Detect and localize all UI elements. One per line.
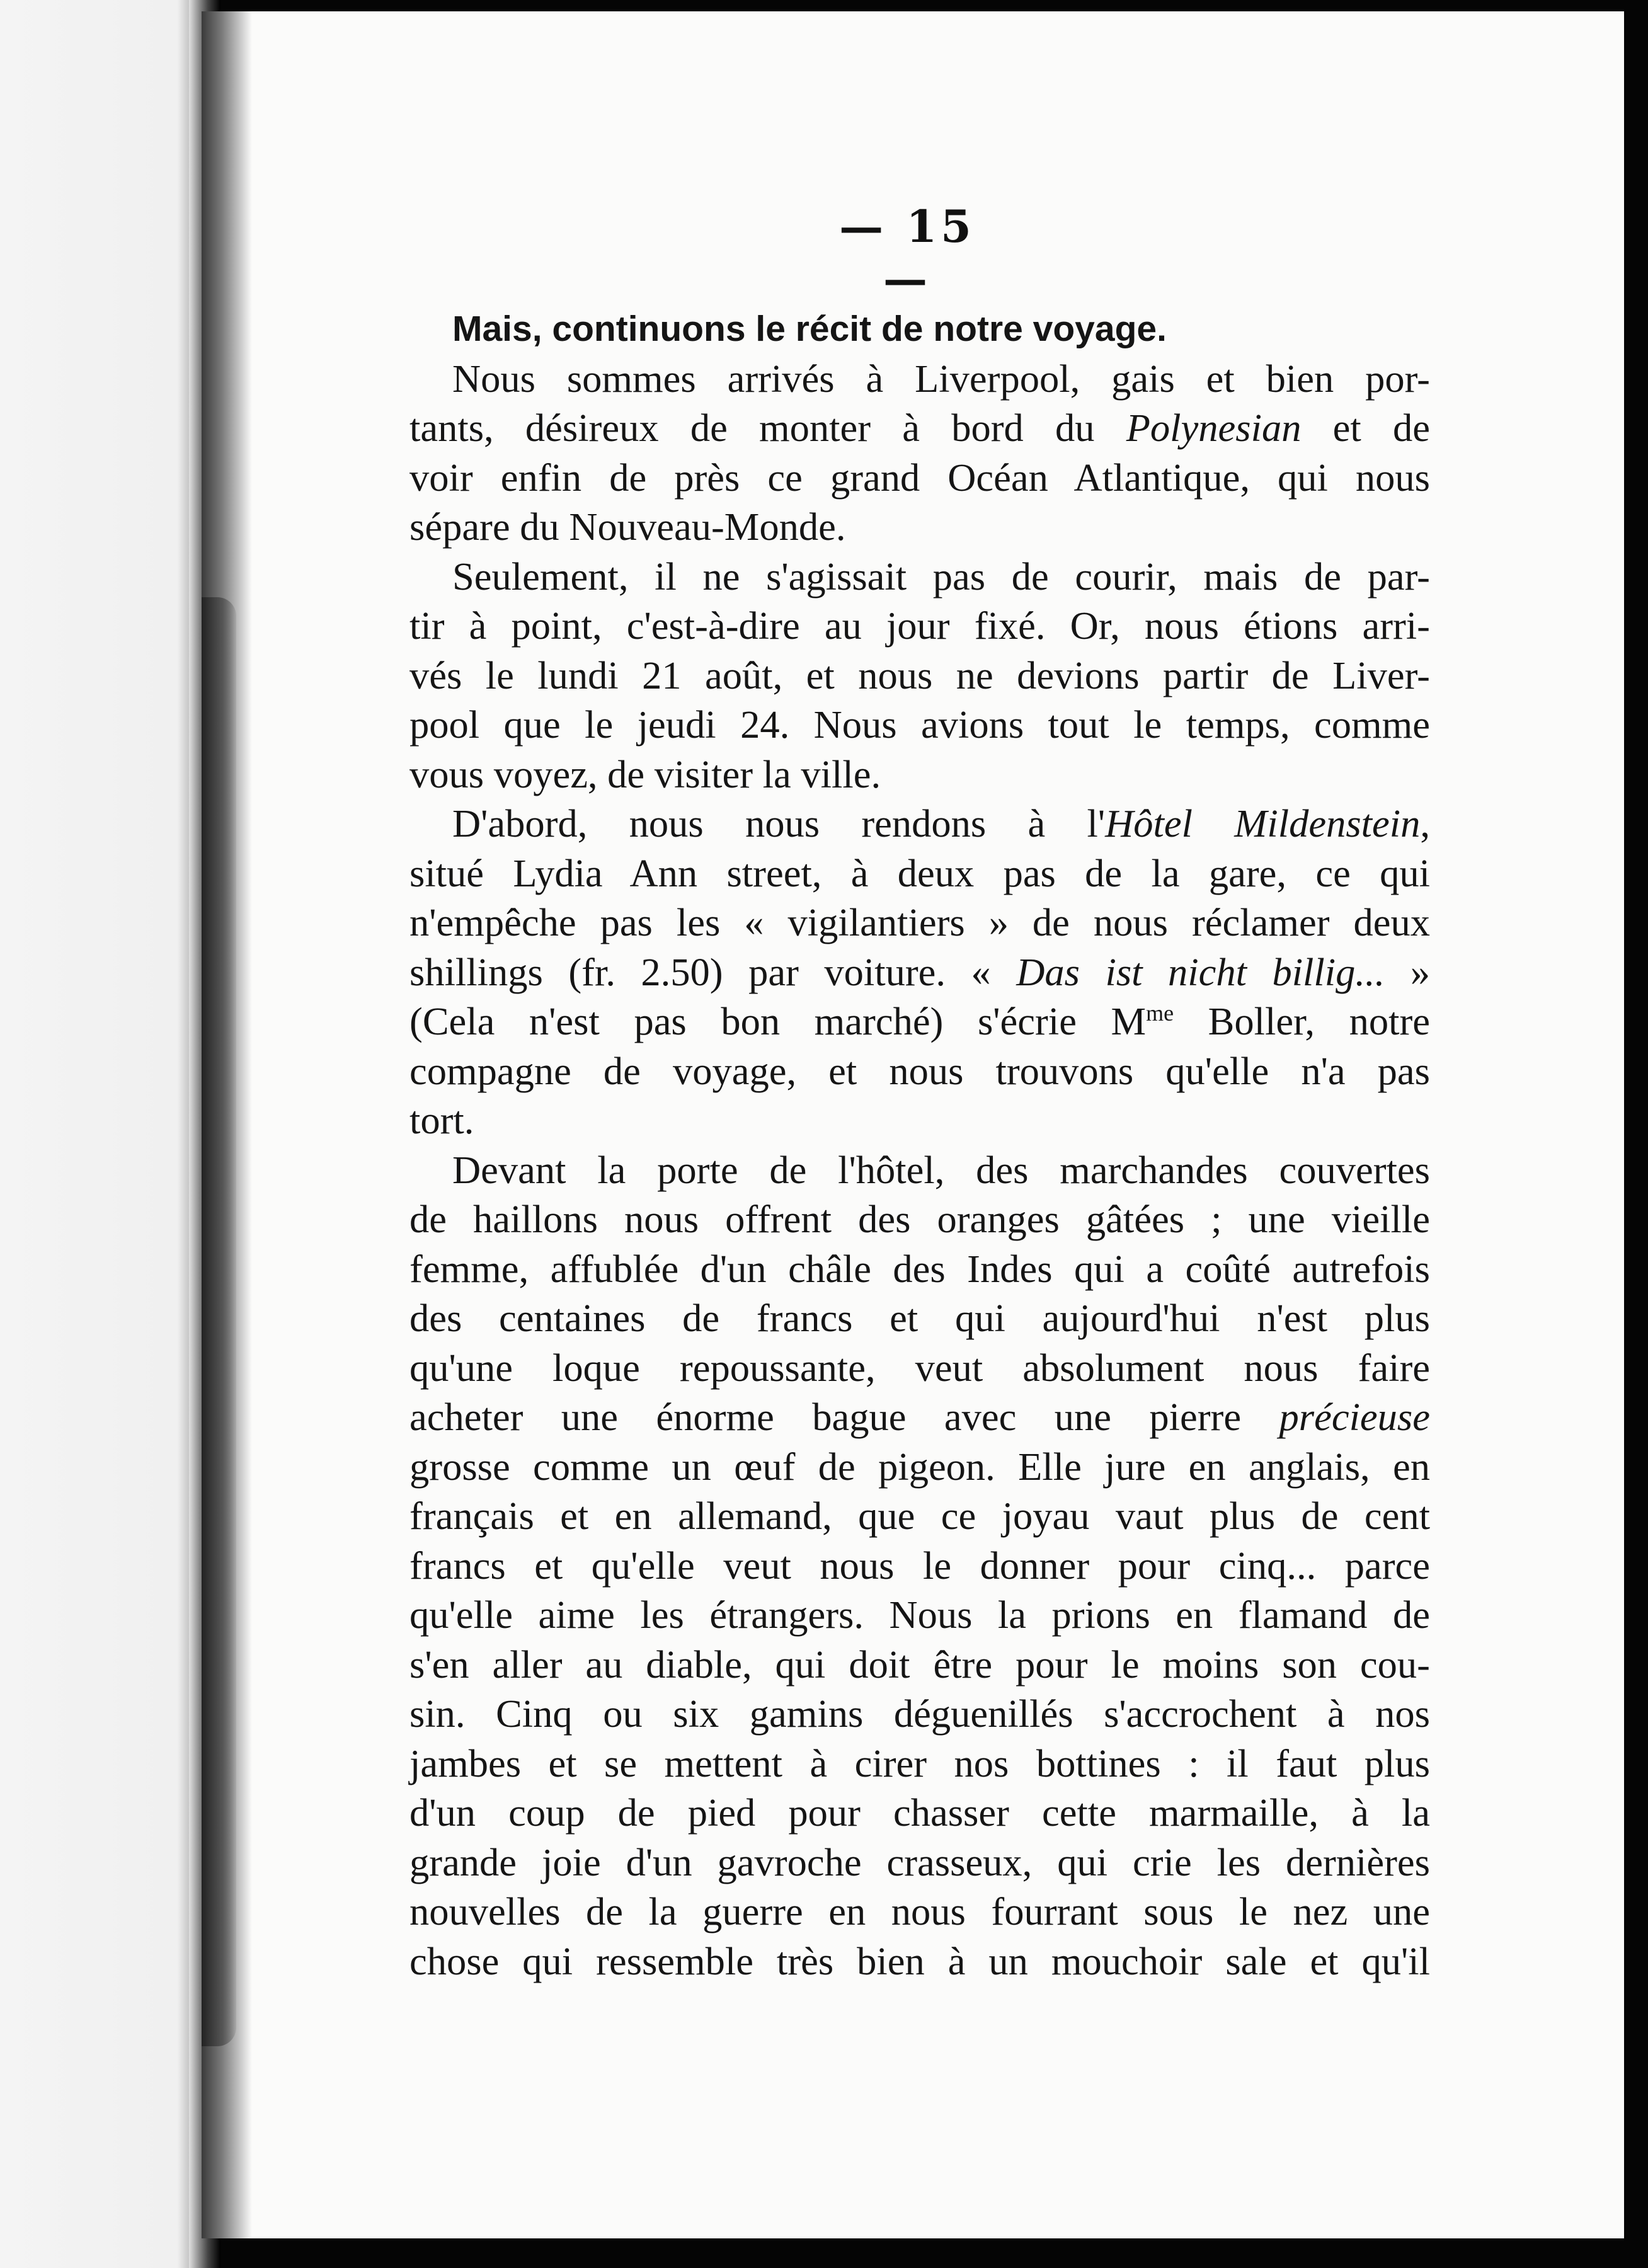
text-fragment: Boller, notre xyxy=(1174,999,1430,1043)
text-line: sépare du Nouveau-Monde. xyxy=(409,505,846,549)
text-line: n'empêche pas les « vigilantiers » de nous réclamer deux xyxy=(409,900,1430,944)
text-fragment: et de xyxy=(1301,406,1430,450)
text-line: d'un coup de pied pour chasser cette marmaille, à la xyxy=(409,1790,1430,1835)
text-line: compagne de voyage, et nous trouvons qu'elle n'a pas xyxy=(409,1048,1430,1093)
text-fragment: D'abord, nous nous rendons à l' xyxy=(452,801,1106,845)
text-line: grande joie d'un gavroche crasseux, qui crie les dernières xyxy=(409,1840,1430,1884)
italic-text: précieuse xyxy=(1279,1395,1430,1439)
text-line: situé Lydia Ann street, à deux pas de la gare, ce qui xyxy=(409,850,1430,895)
text-line xyxy=(409,1392,1430,1442)
text-fragment: » xyxy=(1385,949,1431,994)
gutter-stain xyxy=(202,597,236,2046)
text-line: chose qui ressemble très bien à un mouchoir sale et qu'il xyxy=(409,1939,1430,1983)
text-line: Mais, continuons le récit de notre voyage. xyxy=(452,309,1167,349)
text-line: tir à point, c'est-à-dire au jour fixé. Or, nous étions arri- xyxy=(409,604,1430,648)
text-line: Seulement, il ne s'agissait pas de courir, mais de par- xyxy=(452,554,1430,598)
text-line: femme, affublée d'un châle des Indes qui a coûté autrefois xyxy=(409,1246,1430,1291)
text-line xyxy=(409,799,1430,849)
text-line: voir enfin de près ce grand Océan Atlantique, qui nous xyxy=(409,455,1430,500)
italic-text: Hôtel Mildenstein xyxy=(1105,801,1421,845)
text-line: nouvelles de la guerre en nous fourrant sous le nez une xyxy=(409,1889,1430,1933)
text-line: jambes et se mettent à cirer nos bottines : il faut plus xyxy=(409,1741,1430,1785)
superscript-text: me xyxy=(1146,1000,1174,1026)
text-line: vés le lundi 21 août, et nous ne devions partir de Liver- xyxy=(409,653,1430,697)
text-fragment: acheter une énorme bague avec une pierre xyxy=(409,1395,1279,1439)
italic-text: Polynesian xyxy=(1126,406,1302,450)
text-line: s'en aller au diable, qui doit être pour le moins son cou- xyxy=(409,1642,1430,1687)
text-fragment: shillings (fr. 2.50) par voiture. « xyxy=(409,949,1017,994)
book-page xyxy=(202,11,1624,2238)
text-line xyxy=(409,948,1430,997)
text-line: tort. xyxy=(409,1098,474,1142)
text-fragment: , xyxy=(1420,801,1430,845)
text-line: Nous sommes arrivés à Liverpool, gais et bien por- xyxy=(452,356,1430,401)
facing-page-edge xyxy=(0,0,202,2268)
text-line: Devant la porte de l'hôtel, des marchandes couvertes xyxy=(452,1147,1430,1192)
text-line: pool que le jeudi 24. Nous avions tout le temps, comme xyxy=(409,702,1430,747)
page-number: — 15 — xyxy=(839,200,975,305)
text-line: qu'elle aime les étrangers. Nous la prions en flamand de xyxy=(409,1593,1430,1637)
text-line: francs et qu'elle veut nous le donner pour cinq... parce xyxy=(409,1543,1430,1588)
text-line xyxy=(409,403,1430,453)
text-line: qu'une loque repoussante, veut absolument nous faire xyxy=(409,1345,1430,1390)
italic-text: Das ist nicht billig... xyxy=(1016,949,1385,994)
text-fragment: tants, désireux de monter à bord du xyxy=(409,406,1126,450)
text-line: sin. Cinq ou six gamins déguenillés s'accrochent à nos xyxy=(409,1692,1430,1736)
text-fragment: (Cela n'est pas bon marché) s'écrie M xyxy=(409,999,1147,1043)
text-line: français et en allemand, que ce joyau vaut plus de cent xyxy=(409,1494,1430,1538)
text-line: de haillons nous offrent des oranges gâtées ; une vieille xyxy=(409,1197,1430,1241)
body-text xyxy=(409,304,1430,1986)
text-line: grosse comme un œuf de pigeon. Elle jure en anglais, en xyxy=(409,1444,1430,1489)
text-line: des centaines de francs et qui aujourd'hui n'est plus xyxy=(409,1296,1430,1340)
text-line: vous voyez, de visiter la ville. xyxy=(409,752,881,796)
text-line xyxy=(409,997,1430,1046)
